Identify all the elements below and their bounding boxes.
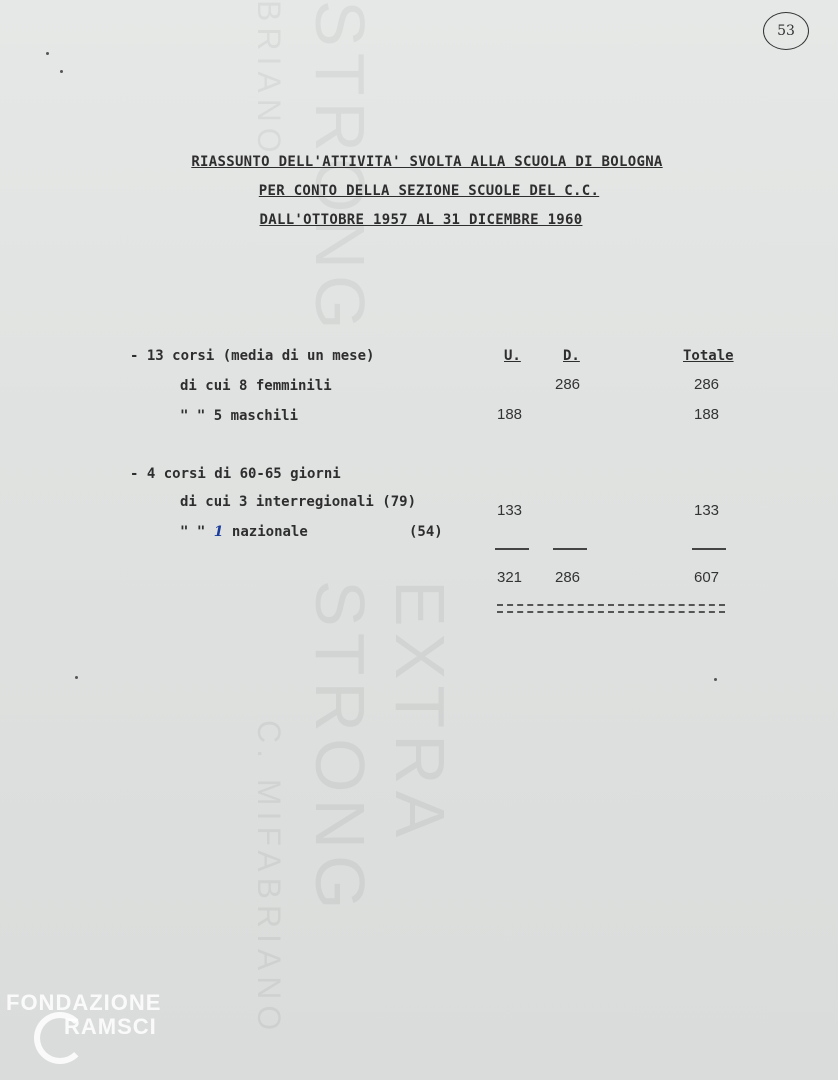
sum-rule-u [495, 548, 529, 550]
section1-row2-label: " " 5 maschili [180, 408, 299, 424]
title-line-2: PER CONTO DELLA SEZIONE SCUOLE DEL C.C. [258, 183, 600, 199]
paper-speck [46, 52, 49, 55]
title-line-3: DALL'OTTOBRE 1957 AL 31 DICEMBRE 1960 [259, 212, 583, 228]
total-u: 321 [497, 569, 523, 586]
section1-row1-totale: 286 [694, 376, 720, 393]
section1-row2-u: 188 [497, 406, 523, 423]
section2-row1-label: di cui 3 interregionali (79) [180, 494, 417, 510]
section2-row2-extra: (54) [409, 524, 443, 540]
paper-speck [60, 70, 63, 73]
section1-row1-d: 286 [555, 376, 581, 393]
fondazione-gramsci-logo: FONDAZIONE RAMSCI [6, 990, 206, 1060]
section2-row2 [180, 524, 308, 540]
paper-watermark: C. MIFABRIANO [251, 720, 287, 1037]
paper-watermark: BRIANO [251, 0, 287, 159]
section1-heading: - 13 corsi (media di un mese) [130, 348, 375, 364]
paper-speck [75, 676, 78, 679]
column-header-d: D. [563, 348, 580, 364]
column-header-totale: Totale [683, 348, 734, 364]
sum-rule-totale [692, 548, 726, 550]
paper-watermark: STRONG [301, 0, 379, 336]
sum-rule-d [553, 548, 587, 550]
section1-row1-label: di cui 8 femminili [180, 378, 332, 394]
section2-totale: 133 [694, 502, 720, 519]
column-header-u: U. [504, 348, 521, 364]
title-line-1: RIASSUNTO DELL'ATTIVITA' SVOLTA ALLA SCUOLA DI BOLOGNA [191, 154, 663, 170]
ditto-marks: " " [180, 524, 206, 540]
section2-row2-label: nazionale [231, 524, 308, 540]
double-rule [497, 604, 725, 613]
total-d: 286 [555, 569, 581, 586]
paper-speck [714, 678, 717, 681]
paper-watermark: EXTRA STRONG [301, 580, 459, 916]
page-number: 53 [763, 12, 809, 50]
total-totale: 607 [694, 569, 720, 586]
section2-u: 133 [497, 502, 523, 519]
section2-heading: - 4 corsi di 60-65 giorni [130, 466, 341, 482]
section1-row2-totale: 188 [694, 406, 720, 423]
handwritten-correction: 1 [213, 524, 224, 540]
